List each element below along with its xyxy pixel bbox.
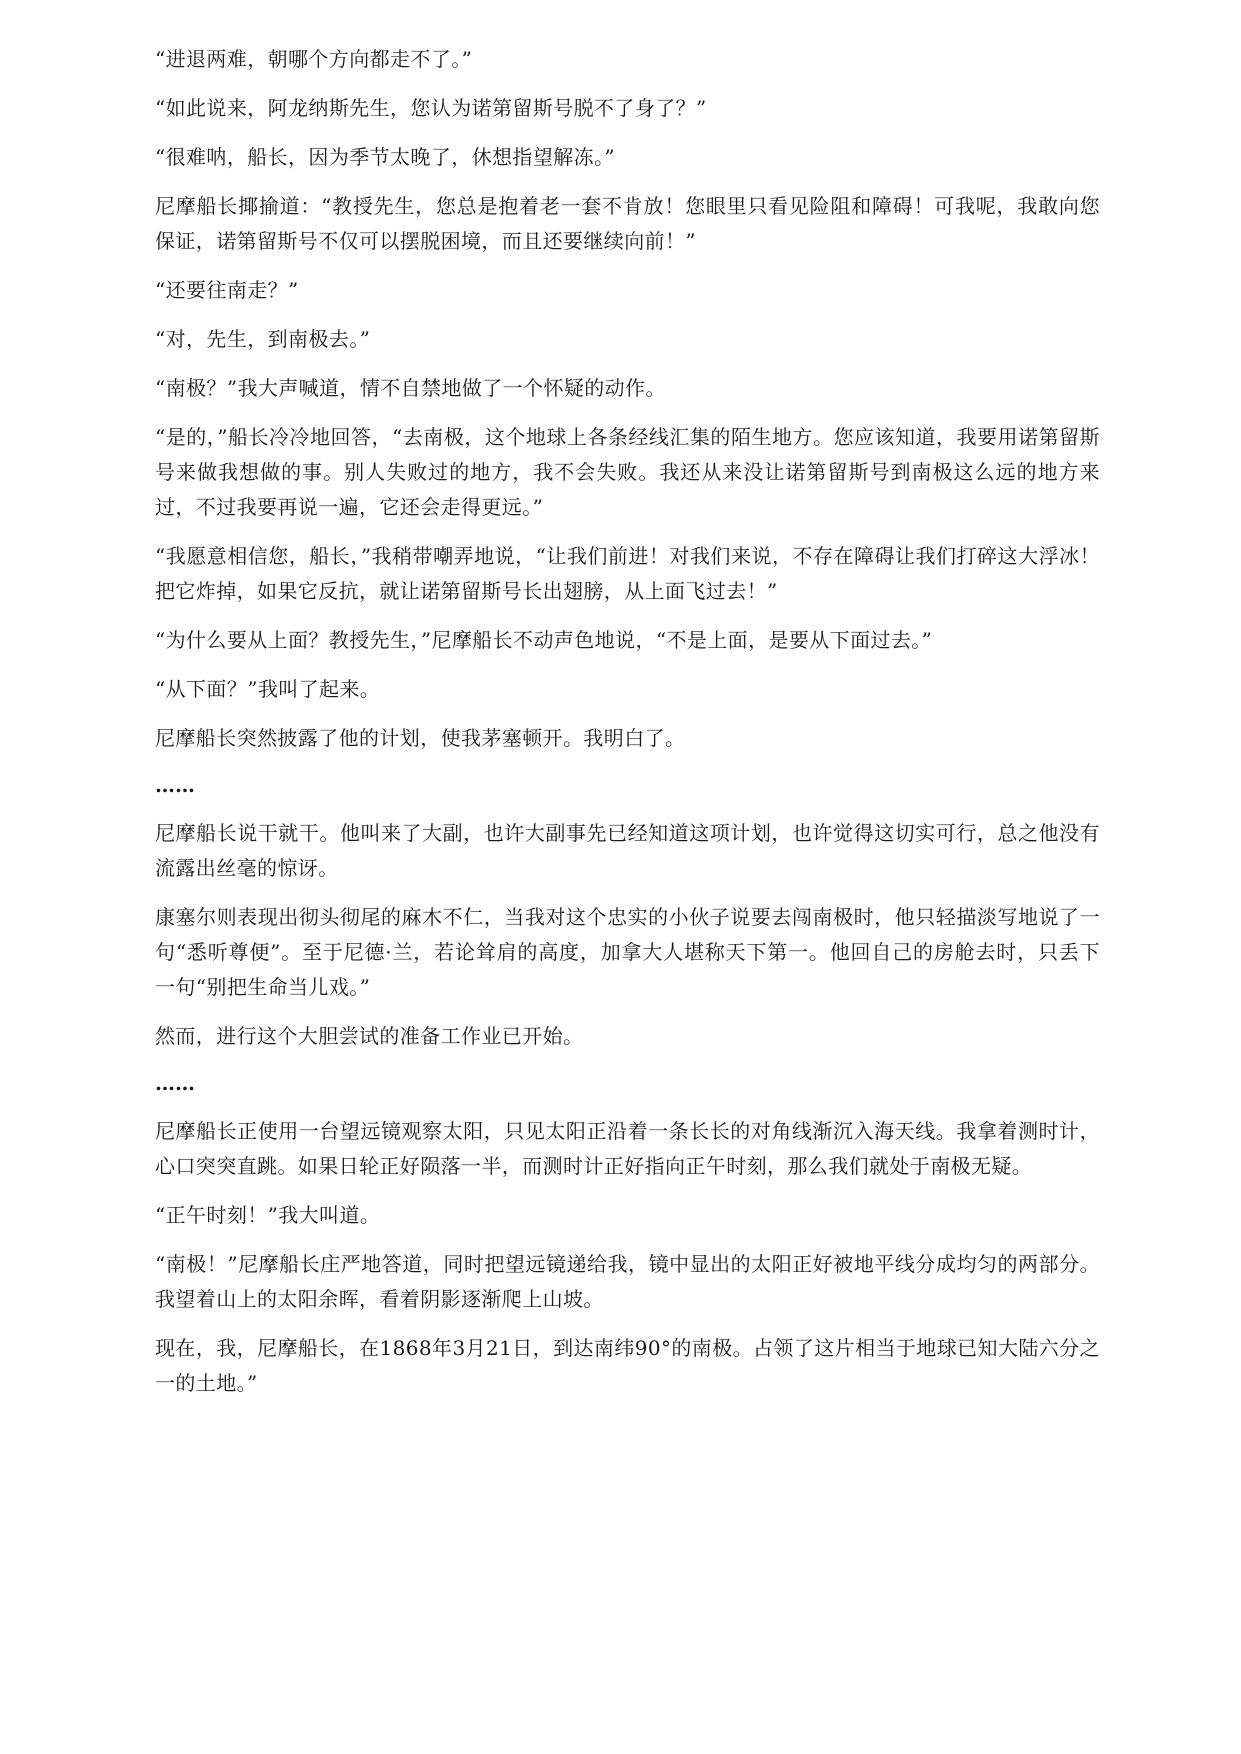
paragraph: “从下面？”我叫了起来。 bbox=[155, 677, 381, 701]
paragraph: “南极？”我大声喊道，情不自禁地做了一个怀疑的动作。 bbox=[155, 376, 666, 400]
paragraph: “正午时刻！”我大叫道。 bbox=[155, 1203, 381, 1227]
paragraph: “对，先生，到南极去。” bbox=[155, 327, 371, 351]
ellipsis-separator: …… bbox=[155, 1071, 195, 1095]
paragraph: “为什么要从上面？教授先生，”尼摩船长不动声色地说，“不是上面，是要从下面过去。” bbox=[155, 628, 933, 652]
paragraph: “很难呐，船长，因为季节太晚了，休想指望解冻。” bbox=[155, 145, 616, 169]
paragraph: 尼摩船长正使用一台望远镜观察太阳，只见太阳正沿着一条长长的对角线渐沉入海天线。我拿着测时计，心口突突直跳。如果日轮正好陨落一半，而测时计正好指向正午时刻，那么我们就处于南极无疑。 bbox=[155, 1119, 1100, 1178]
paragraph: “是的，”船长冷冷地回答，“去南极，这个地球上各条经线汇集的陌生地方。您应该知道，我要用诺第留斯号来做我想做的事。别人失败过的地方，我不会失败。我还从来没让诺第留斯号到南极这么远的地方来过，不过我要再说一遍，它还会走得更远。” bbox=[155, 425, 1100, 519]
paragraph: “如此说来，阿龙纳斯先生，您认为诺第留斯号脱不了身了？” bbox=[155, 96, 707, 120]
paragraph: 现在，我，尼摩船长，在1868年3月21日，到达南纬90°的南极。占领了这片相当于地球已知大陆六分之一的土地。” bbox=[155, 1336, 1100, 1395]
body-text bbox=[155, 42, 1100, 1415]
paragraph: “南极！”尼摩船长庄严地答道，同时把望远镜递给我，镜中显出的太阳正好被地平线分成均匀的两部分。我望着山上的太阳余晖，看着阴影逐渐爬上山坡。 bbox=[155, 1252, 1100, 1311]
paragraph: “进退两难，朝哪个方向都走不了。” bbox=[155, 47, 473, 71]
paragraph: 尼摩船长突然披露了他的计划，使我茅塞顿开。我明白了。 bbox=[155, 726, 686, 750]
paragraph: 康塞尔则表现出彻头彻尾的麻木不仁，当我对这个忠实的小伙子说要去闯南极时，他只轻描淡写地说了一句“悉听尊便”。至于尼德·兰，若论耸肩的高度，加拿大人堪称天下第一。他回自己的房舱去时，只丢下一句“别把生命当儿戏。” bbox=[155, 905, 1100, 999]
paragraph: 尼摩船长说干就干。他叫来了大副，也许大副事先已经知道这项计划，也许觉得这切实可行，总之他没有流露出丝毫的惊讶。 bbox=[155, 821, 1100, 880]
ellipsis-separator: …… bbox=[155, 773, 195, 797]
paragraph: “还要往南走？” bbox=[155, 278, 299, 302]
paragraph: 尼摩船长揶揄道：“教授先生，您总是抱着老一套不肯放！您眼里只看见险阻和障碍！可我呢，我敢向您保证，诺第留斯号不仅可以摆脱困境，而且还要继续向前！” bbox=[155, 194, 1100, 253]
paragraph: 然而，进行这个大胆尝试的准备工作业已开始。 bbox=[155, 1024, 584, 1048]
paragraph: “我愿意相信您，船长，”我稍带嘲弄地说，“让我们前进！对我们来说，不存在障碍让我们打碎这大浮冰！把它炸掉，如果它反抗，就让诺第留斯号长出翅膀，从上面飞过去！” bbox=[155, 544, 1100, 603]
